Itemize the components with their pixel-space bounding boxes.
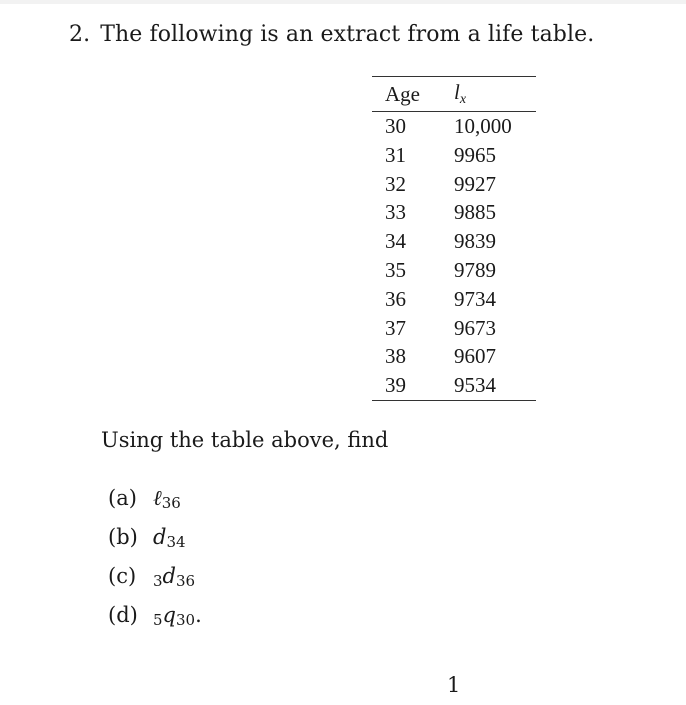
table-row xyxy=(372,112,536,141)
table-header-row xyxy=(372,77,536,112)
lx-cell: 9673 xyxy=(454,315,496,340)
top-border xyxy=(0,0,686,4)
lx-cell: 9607 xyxy=(454,344,496,369)
age-cell: 31 xyxy=(385,142,406,167)
part-expression xyxy=(153,564,195,588)
age-cell: 36 xyxy=(385,286,406,311)
table-row xyxy=(372,285,536,314)
part-symbol: ℓ xyxy=(153,486,162,510)
table-row xyxy=(372,314,536,343)
age-cell: 33 xyxy=(385,200,406,225)
question-heading xyxy=(69,22,594,47)
header-lx-symbol: l xyxy=(454,80,460,104)
part-subscript: 36 xyxy=(176,572,196,590)
part-symbol: q xyxy=(162,603,176,627)
age-cell: 30 xyxy=(385,114,406,138)
header-lx-subscript: x xyxy=(459,92,467,107)
age-cell: 32 xyxy=(385,171,406,196)
table-body xyxy=(372,112,536,401)
part-expression xyxy=(153,486,181,510)
part-label: (c) xyxy=(108,564,137,588)
table-row xyxy=(372,227,536,256)
table-row xyxy=(372,198,536,227)
question-text: The following is an extract from a life table. xyxy=(100,22,595,47)
header-age: Age xyxy=(385,82,420,106)
part-item xyxy=(108,521,202,560)
part-subscript: 36 xyxy=(161,494,181,512)
age-cell: 39 xyxy=(385,373,406,398)
lx-cell: 9534 xyxy=(454,373,496,398)
part-subscript: 30 xyxy=(176,611,196,629)
age-cell: 34 xyxy=(385,229,406,254)
table-row xyxy=(372,371,536,400)
part-symbol: d xyxy=(153,525,167,549)
lx-cell: 9734 xyxy=(454,286,496,311)
part-label: (b) xyxy=(108,525,138,549)
age-cell: 35 xyxy=(385,257,406,282)
table-row xyxy=(372,141,536,170)
lx-cell: 9789 xyxy=(454,257,496,282)
table-row xyxy=(372,256,536,285)
lx-cell: 10,000 xyxy=(454,114,512,138)
part-subscript: 34 xyxy=(166,533,186,551)
lx-cell: 9965 xyxy=(454,142,496,167)
part-item xyxy=(108,599,202,638)
life-table xyxy=(372,76,536,401)
part-prefix-subscript: 5 xyxy=(153,611,163,629)
part-item xyxy=(108,482,202,521)
question-number: 2. xyxy=(69,22,91,47)
table-row xyxy=(372,342,536,371)
lx-cell: 9885 xyxy=(454,200,496,225)
part-expression xyxy=(153,603,202,627)
instruction-text: Using the table above, find xyxy=(101,428,389,452)
part-expression xyxy=(153,525,186,549)
part-prefix-subscript: 3 xyxy=(153,572,163,590)
age-cell: 38 xyxy=(385,344,406,369)
header-lx xyxy=(440,77,536,112)
part-suffix: . xyxy=(195,603,202,627)
lx-cell: 9927 xyxy=(454,171,496,196)
part-item xyxy=(108,560,202,599)
age-cell: 37 xyxy=(385,315,406,340)
part-symbol: d xyxy=(162,564,176,588)
lx-cell: 9839 xyxy=(454,229,496,254)
table-row xyxy=(372,170,536,199)
parts-list xyxy=(108,482,202,638)
page-number: 1 xyxy=(447,673,461,697)
part-label: (a) xyxy=(108,486,137,510)
part-label: (d) xyxy=(108,603,138,627)
